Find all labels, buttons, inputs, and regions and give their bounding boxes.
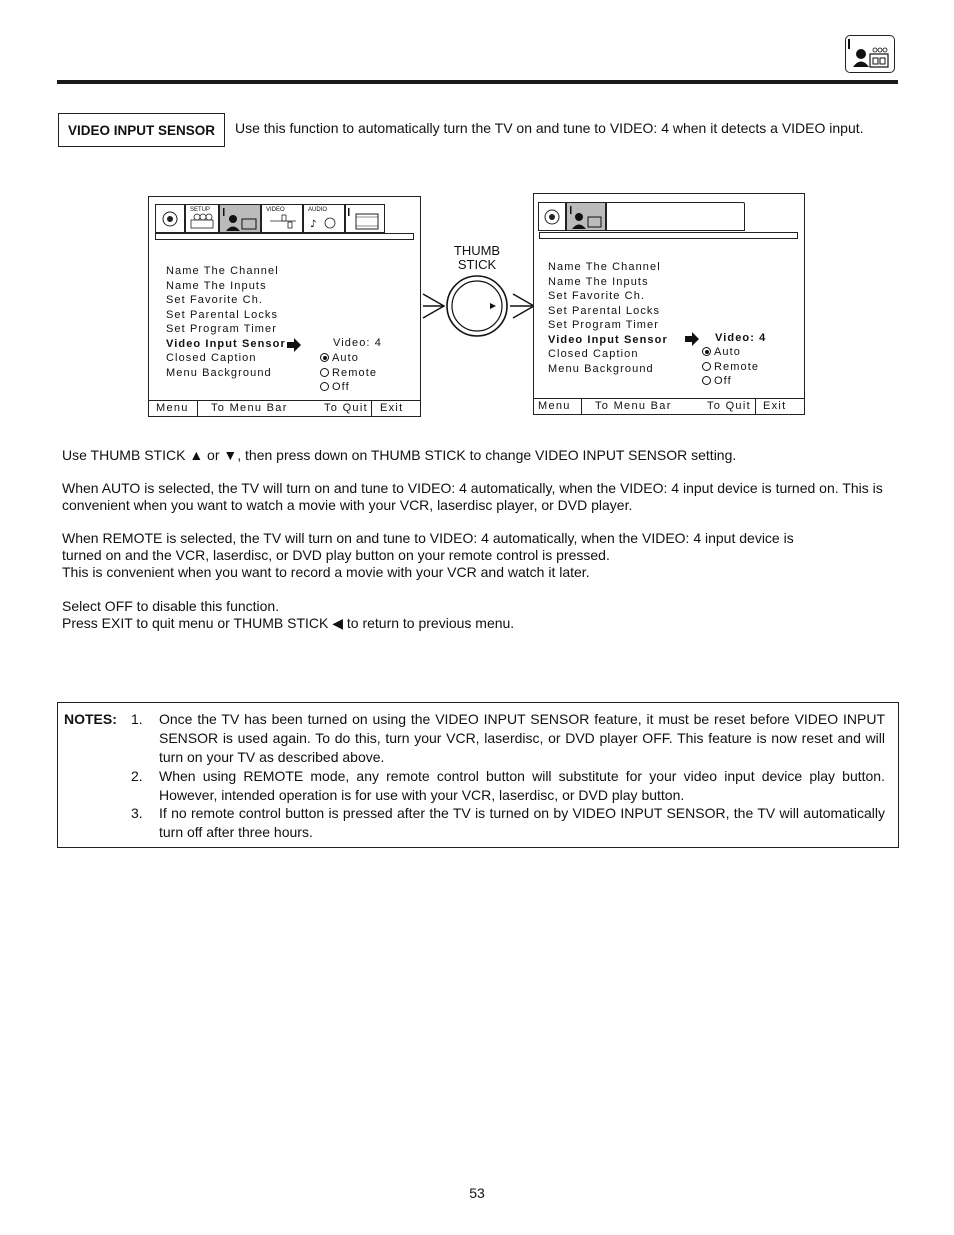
- option-list: [702, 345, 759, 389]
- paragraph-remote-line2: turned on and the VCR, laserdisc, or DVD play button on your remote control is pressed.: [62, 547, 610, 563]
- page-number: 53: [469, 1185, 485, 1201]
- thumb-stick-label-line2: STICK: [457, 257, 497, 272]
- option-off-label: Off: [332, 381, 350, 393]
- menu-item-video-input-sensor[interactable]: Video Input Sensor: [548, 333, 668, 346]
- menu-item-name-inputs[interactable]: Name The Inputs: [548, 275, 649, 288]
- note-number: 2.: [131, 768, 143, 784]
- menu-item-favorite-ch[interactable]: Set Favorite Ch.: [166, 294, 264, 306]
- tab-thumb: [155, 204, 185, 233]
- note-text: If no remote control button is pressed after the TV is turned on by VIDEO INPUT SENSOR, the TV will automatically turn off after three hours.: [159, 805, 885, 840]
- paragraph-auto-line1: When AUTO is selected, the TV will turn on and tune to VIDEO: 4 automatically, when the VIDEO: 4 input device is turned on. This is: [62, 480, 883, 496]
- notes-box: [57, 702, 899, 848]
- menu-screen-before: [148, 196, 421, 417]
- tab-active: [566, 202, 606, 231]
- paragraph-off: [62, 598, 514, 632]
- option-list: [320, 351, 377, 395]
- thumb-stick-label: [446, 244, 508, 272]
- option-remote[interactable]: [702, 360, 759, 375]
- paragraph-remote: [62, 530, 794, 581]
- header-rule: [57, 80, 898, 84]
- arrow-right-icon: [684, 332, 700, 346]
- intro-text: Use this function to automatically turn the TV on and tune to VIDEO: 4 when it detects a VIDEO input.: [235, 120, 864, 136]
- setting-value: Video: 4: [715, 332, 767, 344]
- menu-item-closed-caption[interactable]: Closed Caption: [166, 352, 257, 364]
- footer-menu: Menu: [538, 400, 571, 412]
- option-remote-label: Remote: [332, 366, 378, 379]
- tab-audio: [303, 204, 345, 233]
- option-auto[interactable]: [320, 351, 377, 366]
- note-text: Once the TV has been turned on using the VIDEO INPUT SENSOR feature, it must be reset before VIDEO INPUT SENSOR is used again. To do this, turn your VCR, laserdisc, or DVD player OFF. This feature is now reset and will turn on your TV as described above.: [159, 711, 885, 765]
- radio-icon: [702, 362, 711, 371]
- menu-item-closed-caption[interactable]: Closed Caption: [548, 348, 639, 360]
- radio-selected-icon: [320, 353, 329, 362]
- radio-icon: [320, 382, 329, 391]
- menu-screen-after: [533, 193, 805, 415]
- menu-footer: [149, 400, 420, 416]
- setting-value: Video: 4: [333, 337, 382, 349]
- menu-bar: [539, 232, 798, 239]
- footer-exit: Exit: [380, 402, 404, 414]
- paragraph-auto-line2: convenient when you want to watch a movie with your VCR, laserdisc player, or DVD player.: [62, 497, 633, 513]
- radio-selected-icon: [702, 347, 711, 356]
- menu-footer: [534, 398, 804, 414]
- note-3: [131, 804, 885, 842]
- menu-item-favorite-ch[interactable]: Set Favorite Ch.: [548, 290, 646, 302]
- thumb-stick-label-line1: THUMB: [453, 243, 501, 258]
- radio-icon: [702, 376, 711, 385]
- option-off[interactable]: [702, 374, 759, 389]
- option-auto-label: Auto: [332, 352, 360, 364]
- tab-thumb: [538, 202, 566, 231]
- menu-item-parental-locks[interactable]: Set Parental Locks: [166, 308, 279, 321]
- footer-exit: Exit: [763, 400, 787, 412]
- tab-video: [261, 204, 303, 233]
- paragraph-thumb-stick: Use THUMB STICK ▲ or ▼, then press down on THUMB STICK to change VIDEO INPUT SENSOR setting.: [62, 447, 737, 463]
- tab-setup: [185, 204, 219, 233]
- menu-item-program-timer[interactable]: Set Program Timer: [166, 323, 278, 335]
- menu-item-video-input-sensor[interactable]: Video Input Sensor: [166, 337, 286, 350]
- note-number: 3.: [131, 805, 143, 821]
- tab-audio-label: AUDIO: [308, 207, 328, 213]
- option-remote[interactable]: [320, 366, 377, 381]
- option-remote-label: Remote: [714, 360, 760, 373]
- arrow-right-icon: [286, 338, 302, 352]
- notes-label: NOTES:: [64, 711, 117, 727]
- menu-item-menu-background[interactable]: Menu Background: [166, 366, 272, 379]
- menu-item-program-timer[interactable]: Set Program Timer: [548, 319, 660, 331]
- tab-active: [219, 204, 261, 233]
- setup-mode-icon: [845, 35, 895, 73]
- tab-setup-label: SETUP: [190, 207, 211, 213]
- note-text: When using REMOTE mode, any remote control button will substitute for your video input device play button. However, intended operation is for use with your VCR, laserdisc, or DVD play button.: [159, 768, 885, 803]
- paragraph-off-line2: Press EXIT to quit menu or THUMB STICK ◀ to return to previous menu.: [62, 615, 515, 631]
- menu-bar: [155, 233, 414, 240]
- tab-theater: [345, 204, 385, 233]
- radio-icon: [320, 368, 329, 377]
- option-auto-label: Auto: [714, 346, 742, 358]
- feature-label: VIDEO INPUT SENSOR: [58, 113, 225, 147]
- menu-item-name-inputs[interactable]: Name The Inputs: [166, 279, 267, 292]
- menu-item-menu-background[interactable]: Menu Background: [548, 362, 654, 375]
- menu-items: [166, 264, 286, 380]
- svg-text:♪: ♪: [310, 219, 317, 230]
- paragraph-auto: [62, 480, 902, 514]
- paragraph-off-line1: Select OFF to disable this function.: [62, 598, 280, 614]
- footer-to-menu-bar: To Menu Bar: [211, 402, 288, 414]
- footer-menu: Menu: [156, 402, 189, 414]
- paragraph-remote-line3: This is convenient when you want to record a movie with your VCR and watch it later.: [62, 564, 590, 580]
- tab-blank: [606, 202, 745, 231]
- thumb-stick-icon: [420, 272, 538, 340]
- tab-video-label: VIDEO: [266, 207, 285, 213]
- footer-to-quit: To Quit: [324, 402, 368, 414]
- footer-to-menu-bar: To Menu Bar: [595, 400, 672, 412]
- option-auto[interactable]: [702, 345, 759, 360]
- menu-item-name-channel[interactable]: Name The Channel: [548, 261, 661, 273]
- note-2: [131, 767, 885, 805]
- paragraph-remote-line1: When REMOTE is selected, the TV will turn on and tune to VIDEO: 4 automatically, when the VIDEO: 4 input device is: [62, 530, 794, 546]
- menu-items: [548, 260, 668, 376]
- option-off-label: Off: [714, 375, 732, 387]
- footer-to-quit: To Quit: [707, 400, 751, 412]
- menu-item-name-channel[interactable]: Name The Channel: [166, 265, 279, 277]
- note-number: 1.: [131, 711, 143, 727]
- menu-item-parental-locks[interactable]: Set Parental Locks: [548, 304, 661, 317]
- option-off[interactable]: [320, 380, 377, 395]
- note-1: [131, 710, 885, 767]
